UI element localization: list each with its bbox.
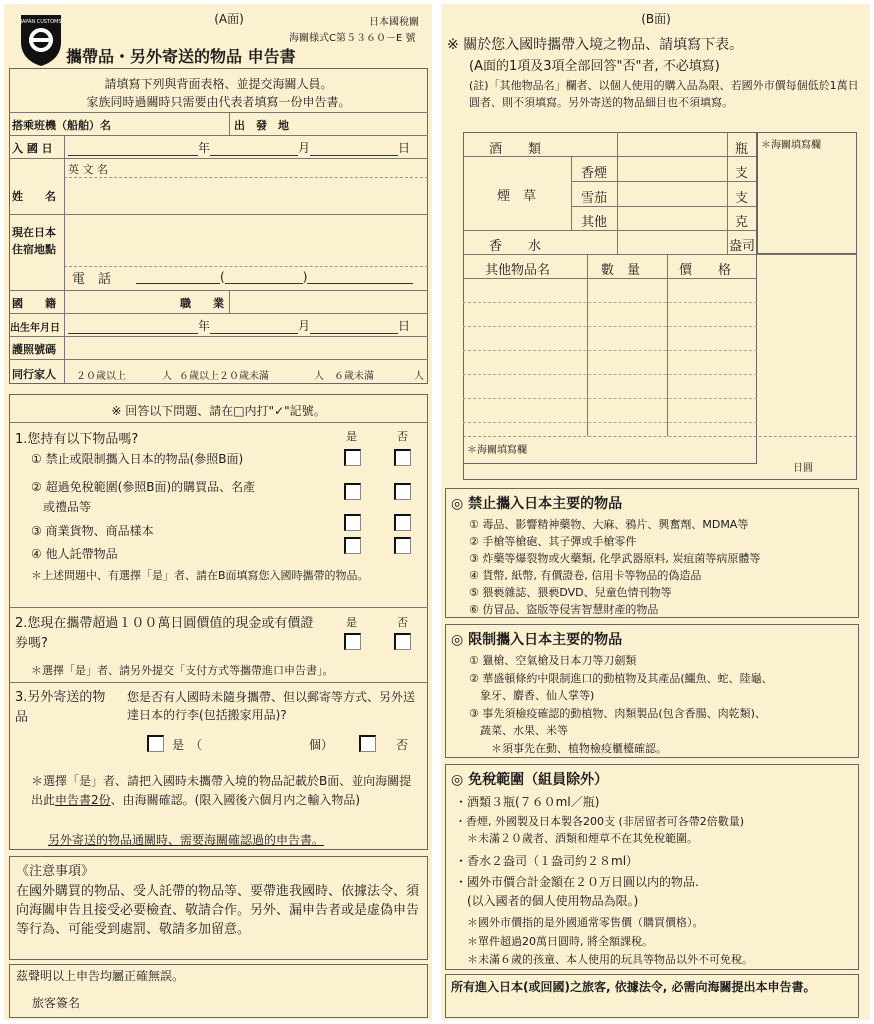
declaration-side-a <box>4 4 432 1020</box>
tobacco-cigars: 雪茄 <box>581 191 608 206</box>
col-price: 價 格 <box>679 263 732 278</box>
side-b-note: (註)「其他物品名」欄者、以個人使用的購入品為限、若國外市價每個低於1萬日圓者、則不須填寫。另外寄送的物品細目也不須填寫。 <box>469 79 859 109</box>
q3-yes-checkbox[interactable] <box>147 735 164 752</box>
col-quantity: 數 量 <box>601 263 641 278</box>
q3-title: 3.另外寄送的物品 <box>15 690 106 725</box>
signature-label: 旅客簽名 <box>32 996 81 1010</box>
duty-free-note-2: ＊單件超過20萬日圓時, 將全額課稅。 <box>467 935 653 948</box>
q3-question: 您是否有人國時未隨身攜帶、但以郵寄等方式、另外送達日本的行李(包括搬家用品)? <box>127 690 416 722</box>
q3-note-two-copies: 申告書2份 <box>55 793 111 807</box>
q1-yes-header: 是 <box>346 430 357 443</box>
prohibited-5: ⑤ 猥褻雜誌、猥褻DVD、兒童色情刊物等 <box>469 586 672 599</box>
restricted-3: ③ 事先須檢疫確認的動植物、肉類製品(包含香腸、肉乾類)、 <box>469 707 766 720</box>
prohibited-4: ④ 貨幣, 紙幣, 有價證卷, 信用卡等物品的偽造品 <box>469 569 702 582</box>
prohibited-6: ⑥ 仿冒品、盜版等侵害智慧財產的物品 <box>469 603 659 616</box>
departure-label: 出 發 地 <box>234 119 289 132</box>
form-title: 攜帶品・另外寄送的物品 申告書 <box>66 47 296 66</box>
notice-title: 《注意事項》 <box>16 864 95 879</box>
q2-note: ＊選擇「是」者、請另外提交「支付方式等攜帶進口申告書」。 <box>31 664 334 677</box>
unit-day: 日 <box>398 141 411 155</box>
prohibited-1: ① 毒品、影響精神藥物、大麻、鴉片、興奮劑、MDMA等 <box>469 518 749 531</box>
q3-emphasis: 另外寄送的物品通關時、需要海關確認過的申告書。 <box>48 833 325 847</box>
phone-input[interactable] <box>136 270 413 284</box>
restricted-2b: 象牙、麝香、仙人掌等) <box>469 689 595 702</box>
intro-line-1: 請填寫下列與背面表格、並提交海關人員。 <box>104 77 333 91</box>
q1-4-yes-checkbox[interactable] <box>344 537 361 554</box>
q2-no-checkbox[interactable] <box>394 633 411 650</box>
signature-input[interactable] <box>104 989 422 1015</box>
unit-year: 年 <box>198 141 211 155</box>
svg-text:JAPAN CUSTOMS: JAPAN CUSTOMS <box>20 19 62 25</box>
intro-line-2: 家族同時過關時只需要由代表者填寫一份申告書。 <box>86 95 351 109</box>
paren-close: ) <box>302 270 308 284</box>
companions-under6: ６歲未滿 <box>334 371 374 382</box>
yen-stamp: 日圓 <box>793 463 813 474</box>
q2-yes-header: 是 <box>346 616 357 629</box>
name-label: 姓 名 <box>12 190 56 203</box>
duty-free-goods-note: (以入國者的個人使用物品為限。) <box>467 894 639 908</box>
entry-date-label: 入 國 日 <box>12 142 53 155</box>
companions-6to20: ６歲以上２０歲未滿 <box>179 371 269 382</box>
liquor-qty-input[interactable] <box>619 134 725 154</box>
other-tobacco-unit: 克 <box>735 215 749 230</box>
cigarettes-qty-input[interactable] <box>619 158 725 180</box>
duty-free-note-1: ＊國外市價指的是外國通常零售價（購買價格）。 <box>467 916 704 929</box>
q3-count-input[interactable] <box>236 734 306 752</box>
side-b-header <box>447 34 743 54</box>
address-label: 現在日本住宿地點 <box>12 226 56 256</box>
q1-item-3: ③ 商業貨物、商品樣本 <box>31 524 154 538</box>
q1-2-yes-checkbox[interactable] <box>344 483 361 500</box>
q1-1-yes-checkbox[interactable] <box>344 449 361 466</box>
other-items-entry-area[interactable] <box>465 280 755 434</box>
restricted-1: ① 獵槍、空氣槍及日本刀等刀劍類 <box>469 654 637 667</box>
q1-item-2: ② 超過免稅範圍(參照B面)的購買品、名產 <box>31 480 256 494</box>
duty-free-perfume: ・香水２盎司（１盎司約２８ml） <box>455 854 639 868</box>
q3-note-part-c: 、由海關確認。(限入國後六個月内之輸入物品) <box>110 793 361 807</box>
tobacco-other: 其他 <box>581 215 608 230</box>
q1-1-no-checkbox[interactable] <box>394 449 411 466</box>
duty-free-liquor: ・酒類３瓶(７６０ml／瓶) <box>455 795 600 809</box>
companions-over20: ２０歲以上 <box>76 371 126 382</box>
companions-unit-1: 人 <box>162 371 172 382</box>
occupation-label: 職 業 <box>180 297 224 310</box>
cigarettes-unit: 支 <box>735 166 749 181</box>
departure-input[interactable] <box>324 114 424 133</box>
flight-label: 搭乘班機（船舶）名 <box>12 119 111 132</box>
occupation-input[interactable] <box>232 292 426 311</box>
declaration-statement: 茲聲明以上申告均屬正確無誤。 <box>16 969 185 983</box>
form-code: 海關様式C第５３６０－E 號 <box>289 33 416 44</box>
header-mark: ※ <box>447 37 459 53</box>
tobacco-label: 煙 草 <box>497 189 537 204</box>
q2-title: 2.您現在攜帶超過１００萬日圓價值的現金或有價證券嗎? <box>15 616 314 651</box>
duty-free-note-3: ＊未滿６歲的孩童、本人使用的玩具等物品以外不可免稅。 <box>467 953 753 966</box>
restricted-2: ② 華盛頓條約中限制進口的動植物及其產品(鱷魚、蛇、陸龜、 <box>469 672 773 685</box>
cigars-unit: 支 <box>735 191 749 206</box>
q1-2-no-checkbox[interactable] <box>394 483 411 500</box>
q3-count-label: 個） <box>309 738 334 752</box>
q1-item-1: ① 禁止或限制攜入日本的物品(參照B面) <box>31 452 244 466</box>
phone-label: 電 話 <box>72 272 112 287</box>
birth-label: 出生年月日 <box>10 323 60 334</box>
q1-3-yes-checkbox[interactable] <box>344 514 361 531</box>
q1-item-4: ④ 他人託帶物品 <box>31 547 118 561</box>
nationality-label: 國 籍 <box>12 297 56 310</box>
footer-statement: 所有進入日本(或回國)之旅客, 依據法令, 必需向海關提出本申告書。 <box>451 980 816 994</box>
col-other-items: 其他物品名 <box>485 263 551 278</box>
name-input[interactable] <box>66 179 426 212</box>
flight-input[interactable] <box>124 114 228 133</box>
liquor-unit: 瓶 <box>735 142 749 157</box>
q3-yes-label: 是 （ <box>172 738 203 752</box>
q2-yes-checkbox[interactable] <box>344 633 361 650</box>
customs-use-label: ＊海關填寫欄 <box>761 140 821 151</box>
q3-no-checkbox[interactable] <box>359 735 376 752</box>
unit-day: 日 <box>398 319 411 333</box>
restricted-3b: 蔬菜、水果、米等 <box>469 724 568 737</box>
birth-date-input[interactable] <box>68 317 410 334</box>
tobacco-cigarettes: 香煙 <box>581 166 608 181</box>
q1-title: 1.您持有以下物品嗎? <box>15 432 139 447</box>
restricted-title: ◎ 限制攜入日本主要的物品 <box>451 632 623 648</box>
q2-no-header: 否 <box>397 616 408 629</box>
companions-label: 同行家人 <box>12 368 56 381</box>
side-b-header-text: 關於您入國時攜帶入境之物品、請填寫下表。 <box>463 37 744 53</box>
unit-month: 月 <box>298 319 311 333</box>
q3-no-label: 否 <box>396 738 409 752</box>
perfume-label: 香 水 <box>489 239 542 254</box>
customs-use-label-2: ＊海關填寫欄 <box>467 445 527 456</box>
companions-unit-2: 人 <box>314 371 324 382</box>
cigars-qty-input[interactable] <box>619 183 725 205</box>
q3-note <box>31 772 423 810</box>
paren-open: ( <box>220 270 225 284</box>
q1-item-2b: 或禮品等 <box>31 500 92 514</box>
companions-unit-3: 人 <box>414 371 424 382</box>
unit-month: 月 <box>298 141 311 155</box>
q1-4-no-checkbox[interactable] <box>394 537 411 554</box>
perfume-qty-input[interactable] <box>619 232 725 253</box>
duty-free-age-note: ＊未滿２０歲者、酒類和煙草不在其免稅範圍。 <box>467 832 698 845</box>
address-input[interactable] <box>66 216 426 264</box>
prohibited-3: ③ 炸藥等爆裂物或火藥類, 化學武器原料, 炭疽菌等病原體等 <box>469 552 761 565</box>
q3-note-part-a: ＊選擇「是」者、請把入國時未攜帶入境的物品記載於B面、並向海關提出此 <box>31 774 412 807</box>
liquor-label: 酒 類 <box>489 142 542 157</box>
unit-year: 年 <box>198 319 211 333</box>
duty-free-title: ◎ 免稅範圍（組員除外） <box>451 772 609 788</box>
q1-note: ＊上述問題中、有選擇「是」者、請在B面填寫您入國時攜帶的物品。 <box>31 569 369 582</box>
issuer: 日本國稅關 <box>369 17 419 28</box>
page-label-a: (A面) <box>214 12 244 26</box>
restricted-note: ＊須事先在動、植物檢疫櫃檯確認。 <box>491 742 667 755</box>
declaration-side-b <box>441 4 870 1020</box>
page-label-b: (B面) <box>641 12 671 26</box>
answer-instruction-text: 回答以下問題、請在□内打"✓"記號。 <box>125 404 326 418</box>
perfume-unit: 盎司 <box>729 239 756 254</box>
answer-instruction <box>9 402 428 419</box>
answer-mark: ※ <box>111 404 122 418</box>
passport-input[interactable] <box>66 338 426 357</box>
duty-free-tobacco: ・香煙, 外國製及日本製各200支 (非居留者可各帶2倍數量) <box>455 815 745 828</box>
prohibited-2: ② 手槍等槍砲、其子彈或手槍零件 <box>469 535 637 548</box>
notice-body: 在國外購買的物品、受人託帶的物品等、要帶進我國時、依據法令、須向海關申告且接受必要檢査、敬請合作。另外、漏申告者或是虚偽申告等行為、可能受到處罰、敬請多加留意。 <box>16 884 420 937</box>
entry-date-input[interactable] <box>68 139 410 156</box>
english-name-label: 英 文 名 <box>68 163 108 176</box>
q1-no-header: 否 <box>397 430 408 443</box>
passport-label: 護照號碼 <box>12 343 56 356</box>
q1-3-no-checkbox[interactable] <box>394 514 411 531</box>
japan-customs-seal <box>18 12 64 68</box>
other-tobacco-qty-input[interactable] <box>619 208 725 229</box>
prohibited-title: ◎ 禁止攜入日本主要的物品 <box>451 496 623 512</box>
duty-free-goods: ・國外市價合計金額在２０万日圓以内的物品. <box>455 875 699 889</box>
side-b-subheader: (A面的1項及3項全部回答"否"者, 不必填寫) <box>469 59 720 74</box>
